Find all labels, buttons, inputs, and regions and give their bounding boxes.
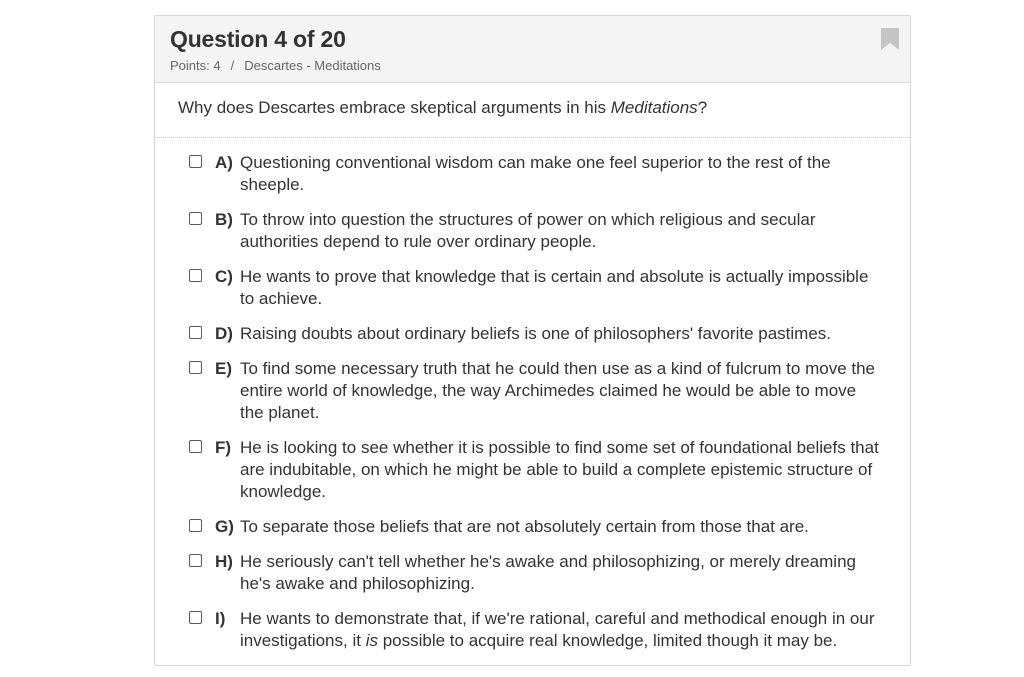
answer-text xyxy=(240,609,875,650)
bookmark-icon[interactable] xyxy=(881,28,899,50)
answer-letter: G) xyxy=(215,517,234,536)
answer-text: He seriously can't tell whether he's awake and philosophizing, or merely dreaming he's awake and philosophizing. xyxy=(240,552,856,593)
answer-text-part: possible to acquire real knowledge, limited though it may be. xyxy=(377,631,838,650)
answer-letter: C) xyxy=(215,267,233,286)
question-meta xyxy=(170,58,381,73)
answer-checkbox[interactable] xyxy=(189,212,202,225)
answer-text: To find some necessary truth that he could then use as a kind of fulcrum to move the entire world of knowledge, the way Archimedes claimed he would be able to move the planet. xyxy=(240,359,876,422)
answer-letter: A) xyxy=(215,153,233,172)
question-card xyxy=(154,15,911,666)
answer-checkbox[interactable] xyxy=(189,519,202,532)
answer-checkbox[interactable] xyxy=(189,554,202,567)
answer-list xyxy=(155,138,910,652)
answer-text: To throw into question the structures of power on which religious and secular authorities depend to rule over ordinary people. xyxy=(240,210,816,251)
answer-option-h[interactable] xyxy=(155,551,910,595)
stem-italic-text: Meditations xyxy=(610,98,698,117)
answer-letter: F) xyxy=(215,438,232,457)
answer-option-b[interactable] xyxy=(155,209,910,253)
answer-checkbox[interactable] xyxy=(189,440,202,453)
answer-option-d[interactable] xyxy=(155,323,910,345)
answer-letter: D) xyxy=(215,324,233,343)
question-header xyxy=(155,16,910,83)
answer-letter: H) xyxy=(215,552,233,571)
meta-separator: / xyxy=(230,58,235,73)
answer-text: He is looking to see whether it is possible to find some set of foundational beliefs that are indubitable, on which he might be able to build a complete epistemic structure of knowledge. xyxy=(240,438,879,501)
answer-option-i[interactable] xyxy=(155,608,910,652)
question-title: Question 4 of 20 xyxy=(170,26,346,52)
answer-option-a[interactable] xyxy=(155,152,910,196)
answer-option-g[interactable] xyxy=(155,516,910,538)
answer-option-c[interactable] xyxy=(155,266,910,310)
answer-checkbox[interactable] xyxy=(189,326,202,339)
answer-text-italic: is xyxy=(365,631,378,650)
question-stem xyxy=(155,83,910,138)
answer-text: To separate those beliefs that are not absolutely certain from those that are. xyxy=(240,517,809,536)
answer-checkbox[interactable] xyxy=(189,611,202,624)
answer-text: He wants to prove that knowledge that is certain and absolute is actually impossible to achieve. xyxy=(240,267,869,308)
points-label: Points: 4 xyxy=(170,58,221,73)
stem-text: Why does Descartes embrace skeptical arguments in his xyxy=(178,98,611,117)
answer-letter: I) xyxy=(215,609,226,628)
answer-letter: B) xyxy=(215,210,233,229)
answer-checkbox[interactable] xyxy=(189,269,202,282)
answer-letter: E) xyxy=(215,359,232,378)
answer-checkbox[interactable] xyxy=(189,155,202,168)
answer-checkbox[interactable] xyxy=(189,361,202,374)
answer-text-part: He wants to demonstrate that, if we're rational, careful and methodical enough in our investigations, it xyxy=(240,609,875,650)
answer-option-e[interactable] xyxy=(155,358,910,424)
topic-label: Descartes - Meditations xyxy=(244,58,381,73)
answer-option-f[interactable] xyxy=(155,437,910,503)
answer-text: Raising doubts about ordinary beliefs is one of philosophers' favorite pastimes. xyxy=(240,324,832,343)
answer-text: Questioning conventional wisdom can make one feel superior to the rest of the sheeple. xyxy=(240,153,831,194)
stem-end-text: ? xyxy=(697,98,708,117)
